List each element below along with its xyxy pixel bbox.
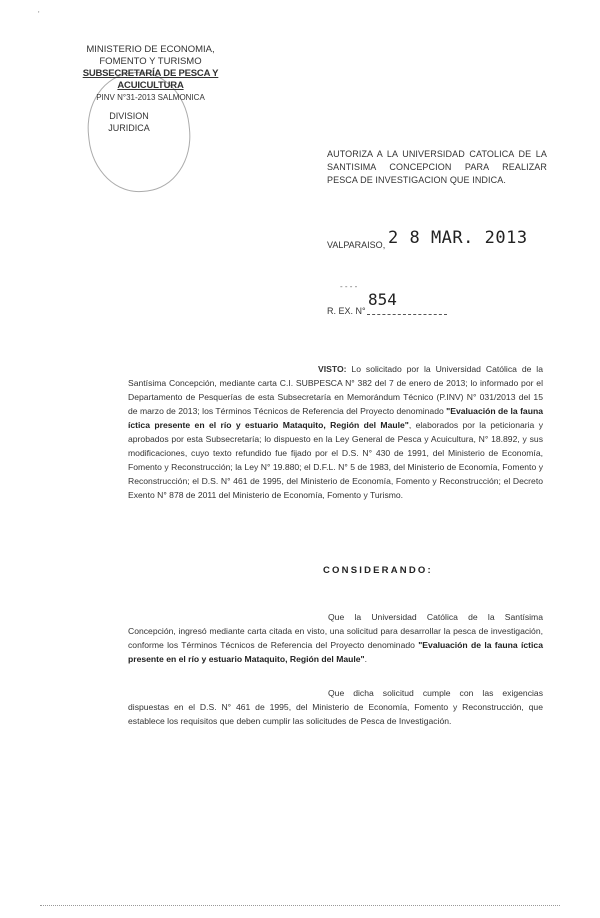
header-ministry: MINISTERIO DE ECONOMIA, — [86, 44, 215, 55]
rex-label: R. EX. N° — [327, 306, 366, 316]
c1-text-2: . — [364, 654, 368, 664]
letterhead — [58, 44, 243, 104]
visto-text-2: , elaborados por la peticionaria y aprobados por esta Subsecretaría; lo dispuesto en la Ley General de Pesca y Acuicultura, N° 18.892, y sus modificaciones, cuyo texto refundido fue fijado por el D.S. N° 430 de 1991, del Ministerio de Economía, Fomento y Reconstrucción; la Ley N° 19.880; el D.F.L. N° 5 de 1983, del Ministerio de Economía, Fomento y Reconstrucción; el D.S. N° 461 de 1995, del Ministerio de Economía, Fomento y Reconstrucción; el Decreto Exento N° 878 de 2011 del Ministerio de Economía, Fomento y Turismo. — [128, 420, 543, 500]
footer-rule — [40, 905, 560, 906]
city-label: VALPARAISO, — [327, 240, 386, 250]
considerando-paragraph-1 — [128, 610, 543, 666]
considerando-paragraph-2 — [128, 686, 543, 728]
rex-underline — [367, 314, 447, 315]
c2-text: Que dicha solicitud cumple con las exigencias dispuestas en el D.S. N° 461 de 1995, del Ministerio de Economía, Fomento y Reconstrucción, que establece los requisitos que deben cumplir las solicitudes de Pesca de Investigación. — [128, 688, 543, 726]
c1-project-title: "Evaluación de la fauna íctica presente en el río y estuario Mataquito, Región del Maule" — [128, 640, 543, 664]
date-stamp: 2 8 MAR. 2013 — [388, 228, 528, 248]
visto-label: VISTO: — [318, 364, 347, 374]
division-line1: DIVISION — [109, 111, 149, 121]
rex-number: 854 — [368, 290, 397, 309]
considerando-heading: CONSIDERANDO: — [323, 565, 433, 576]
c1-text-1: Que la Universidad Católica de la Santísima Concepción, ingresó mediante carta citada en visto, una solicitud para desarrollar la pesca de investigación, conforme los Términos Técnicos de Referencia del Proyecto denominado — [128, 612, 543, 650]
rex-dashes: - - - - — [340, 282, 358, 291]
visto-paragraph — [128, 362, 543, 502]
header-fomento: FOMENTO Y TURISMO — [99, 56, 202, 67]
header-subsecretaria: SUBSECRETARÍA DE PESCA Y ACUICULTURA — [82, 68, 219, 91]
division-label — [104, 110, 154, 134]
division-line2: JURIDICA — [108, 123, 150, 133]
authorization-summary: AUTORIZA A LA UNIVERSIDAD CATOLICA DE LA SANTISIMA CONCEPCION PARA REALIZAR PESCA DE INVESTIGACION QUE INDICA. — [327, 149, 547, 185]
top-mark: ' — [38, 10, 40, 19]
visto-text-1: Lo solicitado por la Universidad Católica de la Santísima Concepción, mediante carta C.I. SUBPESCA N° 382 del 7 de enero de 2013; lo informado por el Departamento de Pesquerías de esta Subsecretaría en Memorándum Técnico (P.INV) N° 031/2013 del 15 de marzo de 2013; los Términos Técnicos de Referencia del Proyecto denominado — [128, 364, 543, 416]
header-pinv: PINV N°31-2013 SALMONICA — [96, 93, 205, 102]
visto-project-title: "Evaluación de la fauna íctica presente en el río y estuario Mataquito, Región del Maule" — [128, 406, 543, 430]
